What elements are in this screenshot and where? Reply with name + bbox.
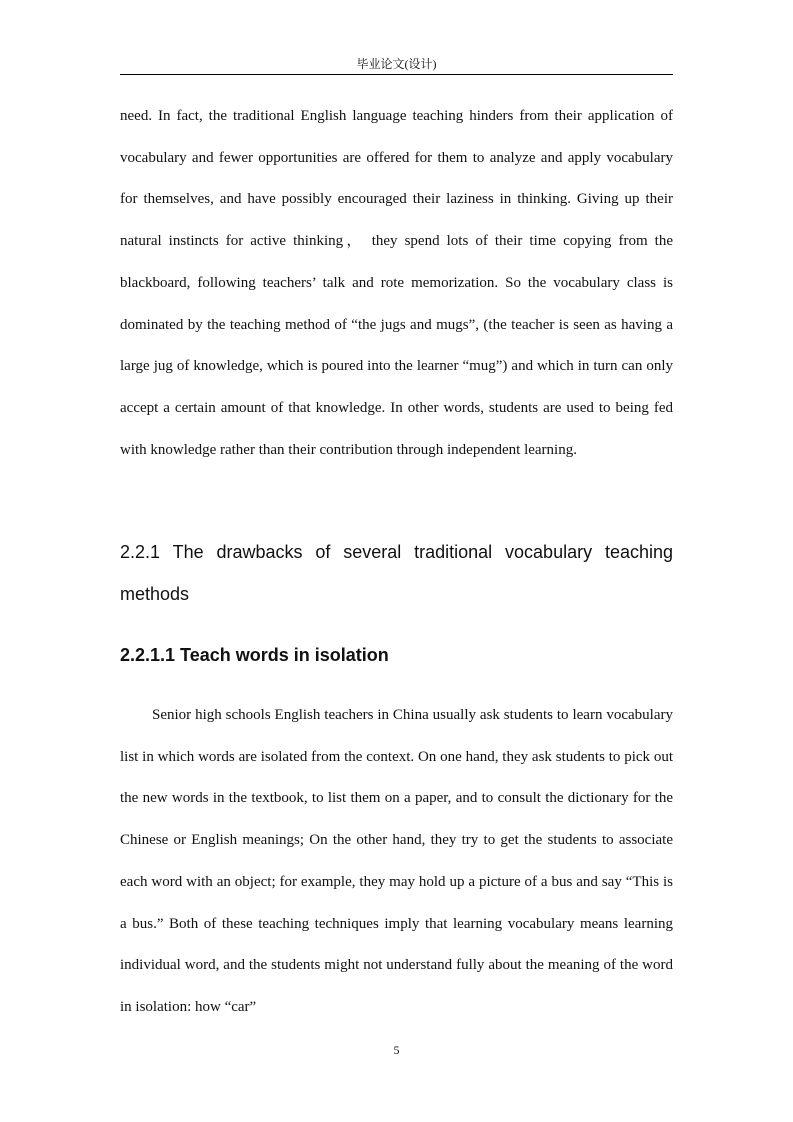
section-heading: 2.2.1 The drawbacks of several traditional vocabulary teaching methods (120, 542, 673, 604)
body-paragraph-1: need. In fact, the traditional English language teaching hinders from their application of vocabulary and fewer opportunities are offered for them to analyze and apply vocabulary for themselves, and have possibly encouraged their laziness in thinking. Giving up their natural instincts for active thinking， they spend lots of their time copying from the blackboard, following teachers’ talk and rote memorization. So the vocabulary class is dominated by the teaching method of “the jugs and mugs”, (the teacher is seen as having a large jug of knowledge, which is poured into the learner “mug”) and which in turn can only accept a certain amount of that knowledge. In other words, students are used to being fed with knowledge rather than their contribution through independent learning. (120, 108, 673, 458)
running-header: 毕业论文(设计) (356, 57, 437, 71)
subsection-heading: 2.2.1.1 Teach words in isolation (120, 645, 389, 665)
header-divider (120, 74, 673, 75)
body-paragraph-2: Senior high schools English teachers in China usually ask students to learn vocabulary list in which words are isolated from the context. On one hand, they ask students to pick out the new words in the textbook, to list them on a paper, and to consult the dictionary for the Chinese or English meanings; On the other hand, they try to get the students to associate each word with an object; for example, they may hold up a picture of a bus and say “This is a bus.” Both of these teaching techniques imply that learning vocabulary means learning individual word, and the students might not understand fully about the meaning of the word in isolation: how “car” (120, 707, 673, 1015)
page-number: 5 (393, 1043, 400, 1057)
